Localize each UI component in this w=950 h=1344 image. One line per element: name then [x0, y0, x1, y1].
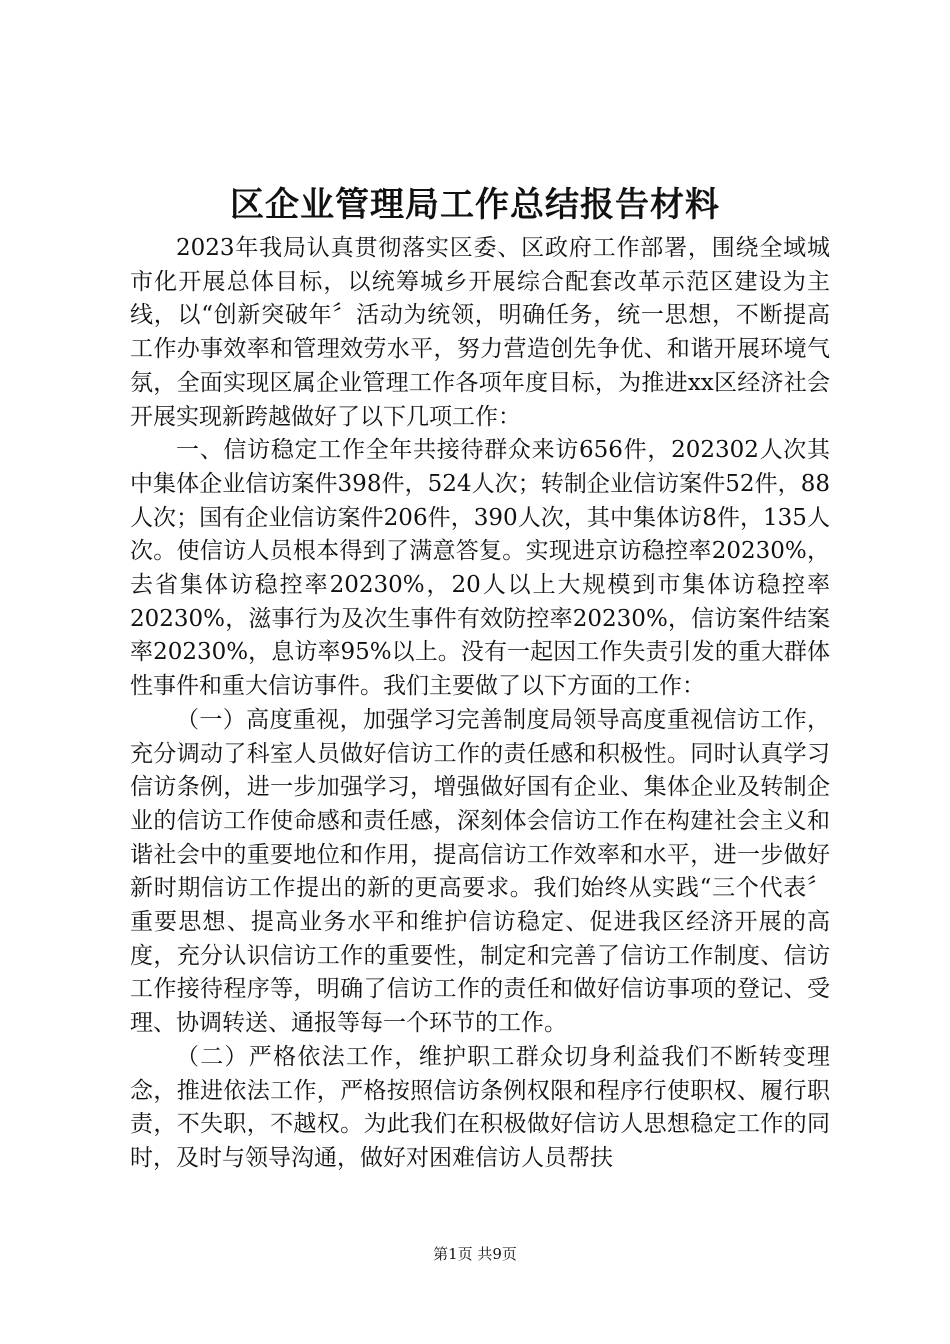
- page-number-footer: 第1页 共9页: [433, 1245, 517, 1263]
- document-title: 区企业管理局工作总结报告材料: [230, 185, 720, 225]
- paragraph-intro: 2023年我局认真贯彻落实区委、区政府工作部署，围绕全域城市化开展总体目标，以统筹城乡开展综合配套改革示范区建设为主线，以“创新突破年〞活动为统领，明确任务，统一思想，不断提高工作办事效率和管理效劳水平，努力营造创先争优、和谐开展环境气氛，全面实现区属企业管理工作各项年度目标，为推进xx区经济社会开展实现新跨越做好了以下几项工作：: [130, 235, 830, 430]
- document-body: [130, 232, 830, 1176]
- paragraph-subsection-2: （二）严格依法工作，维护职工群众切身利益我们不断转变理念，推进依法工作，严格按照信访条例权限和程序行使职权、履行职责，不失职，不越权。为此我们在积极做好信访人思想稳定工作的同时，及时与领导沟通，做好对困难信访人员帮扶: [130, 1043, 830, 1171]
- paragraph-section-1: 一、信访稳定工作全年共接待群众来访656件，202302人次其中集体企业信访案件398件，524人次；转制企业信访案件52件，88人次；国有企业信访案件206件，390人次，其中集体访8件，135人次。使信访人员根本得到了满意答复。实现进京访稳控率20230%，去省集体访稳控率20230%，20人以上大规模到市集体访稳控率20230%，滋事行为及次生事件有效防控率20230%，信访案件结案率20230%，息访率95%以上。没有一起因工作失责引发的重大群体性事件和重大信访事件。我们主要做了以下方面的工作：: [130, 437, 830, 700]
- paragraph-subsection-1: （一）高度重视，加强学习完善制度局领导高度重视信访工作，充分调动了科室人员做好信访工作的责任感和积极性。同时认真学习信访条例，进一步加强学习，增强做好国有企业、集体企业及转制企业的信访工作使命感和责任感，深刻体会信访工作在构建社会主义和谐社会中的重要地位和作用，提高信访工作效率和水平，进一步做好新时期信访工作提出的新的更高要求。我们始终从实践“三个代表〞重要思想、提高业务水平和维护信访稳定、促进我区经济开展的高度，充分认识信访工作的重要性，制定和完善了信访工作制度、信访工作接待程序等，明确了信访工作的责任和做好信访事项的登记、受理、协调转送、通报等每一个环节的工作。: [130, 706, 830, 1037]
